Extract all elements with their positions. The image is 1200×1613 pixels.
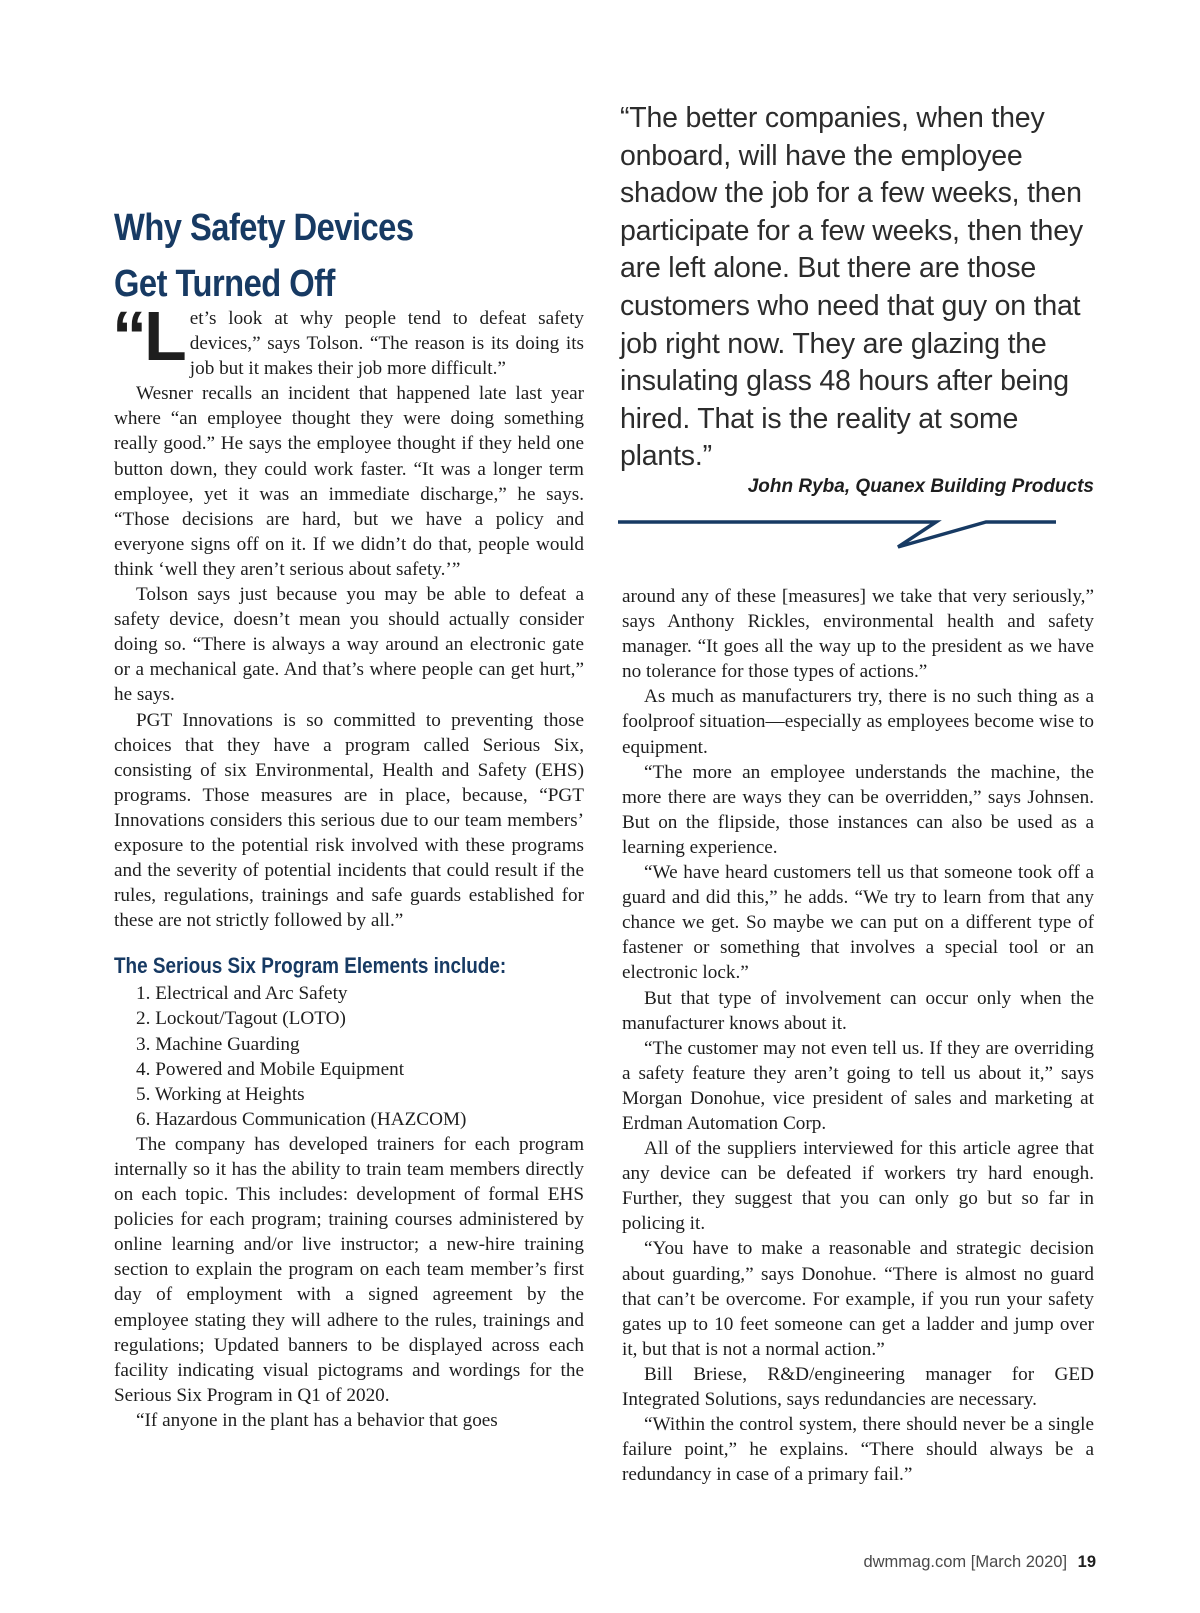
serious-six-list	[114, 981, 584, 1132]
paragraph: PGT Innovations is so committed to preventing those choices that they have a program called Serious Six, consisting of six Environmental, Health and Safety (EHS) programs. Those measures are in place, because, “PGT Innovations considers this serious due to our team members’ exposure to the potential risk involved with these programs and the severity of potential incidents that could result if the rules, regulations, trainings and safe guards established for these are not strictly followed by all.”	[114, 709, 584, 932]
paragraph: “The customer may not even tell us. If they are overriding a safety feature they aren’t going to tell us about it,” says Morgan Donohue, vice president of sales and marketing at Erdman Automation Corp.	[622, 1037, 1094, 1134]
left-column	[112, 297, 584, 1433]
paragraph: Bill Briese, R&D/engineering manager for GED Integrated Solutions, says redundancies are necessary.	[622, 1363, 1094, 1410]
pull-quote-attribution: John Ryba, Quanex Building Products	[747, 476, 1094, 497]
paragraph: “The more an employee understands the machine, the more there are ways they can be overridden,” says Johnsen. But on the flipside, those instances can also be used as a learning experience.	[622, 761, 1094, 858]
paragraph: “If anyone in the plant has a behavior that goes	[136, 1409, 498, 1431]
page-number: 19	[1077, 1553, 1096, 1571]
footer-site: dwmmag.com	[863, 1553, 967, 1571]
paragraph: As much as manufacturers try, there is no such thing as a foolproof situation—especially as employees become wise to equipment.	[622, 686, 1094, 758]
list-item: 3. Machine Guarding	[136, 1033, 300, 1055]
list-item: 1. Electrical and Arc Safety	[136, 983, 348, 1005]
paragraph: Tolson says just because you may be able to defeat a safety device, doesn’t mean you should actually consider doing so. “There is always a way around an electronic gate or a mechanical gate. And that’s where people can get hurt,” he says.	[114, 584, 584, 706]
footer-issue: [March 2020]	[970, 1553, 1068, 1571]
speech-bubble-rule-icon	[618, 520, 1058, 550]
list-item: 6. Hazardous Communication (HAZCOM)	[136, 1108, 467, 1130]
paragraph: Wesner recalls an incident that happened late last year where “an employee thought they were doing something really good.” He says the employee thought if they held one button down, they could work faster. “It was a longer term employee, yet it was an immediate discharge,” he says. “Those decisions are hard, but we have a policy and everyone signs off on it. If we didn’t do that, people would think ‘well they aren’t serious about safety.’”	[114, 383, 584, 580]
opening-paragraph	[112, 297, 584, 381]
drop-cap: “L	[112, 297, 184, 375]
paragraph: But that type of involvement can occur only when the manufacturer knows about it.	[622, 987, 1094, 1034]
paragraph: “We have heard customers tell us that someone took off a guard and did this,” he adds. “We try to learn from that any chance we get. So maybe we can put on a different type of fastener or something that involves a special tool or an electronic lock.”	[622, 862, 1094, 984]
list-item: 5. Working at Heights	[136, 1083, 305, 1105]
heading-line-2: Get Turned Off	[114, 263, 335, 305]
list-item: 2. Lockout/Tagout (LOTO)	[136, 1008, 346, 1030]
article-heading	[114, 200, 518, 312]
heading-line-1: Why Safety Devices	[114, 207, 414, 249]
paragraph: The company has developed trainers for each program internally so it has the ability to train team members directly on each topic. This includes: development of formal EHS policies for each program; training courses administered by online learning and/or live instructor; a new-hire training section to explain the program on each team member’s first day of employment with a signed agreement by the employee stating they will adhere to the rules, trainings and regulations; Updated banners to be displayed across each facility indicating visual pictograms and wordings for the Serious Six Program in Q1 of 2020.	[114, 1133, 584, 1406]
serious-six-subheading: The Serious Six Program Elements include:	[114, 953, 507, 979]
list-item: 4. Powered and Mobile Equipment	[136, 1058, 405, 1080]
pull-quote: “The better companies, when they onboard, will have the employee shadow the job for a few weeks, then participate for a few weeks, then they are left alone. But there are those customers who need that guy on that job right now. They are glazing the insulating glass 48 hours after being hired. That is the reality at some plants.”	[620, 102, 1083, 473]
paragraph: around any of these [measures] we take that very seriously,” says Anthony Rickles, environmental health and safety manager. “It goes all the way up to the president as we have no tolerance for those types of actions.”	[622, 586, 1094, 683]
page-footer	[863, 1553, 1096, 1572]
right-column	[622, 584, 1094, 1487]
opening-text: et’s look at why people tend to defeat safety devices,” says Tolson. “The reason is its doing its job but it makes their job more difficult.”	[189, 308, 584, 380]
paragraph: All of the suppliers interviewed for this article agree that any device can be defeated if workers try hard enough. Further, they suggest that you can only go but so far in policing it.	[622, 1138, 1094, 1235]
paragraph: “You have to make a reasonable and strategic decision about guarding,” says Donohue. “There is almost no guard that can’t be overcome. For example, if you run your safety gates up to 10 feet someone can get a ladder and jump over it, but that is not a normal action.”	[622, 1238, 1094, 1360]
paragraph: “Within the control system, there should never be a single failure point,” he explains. “There should always be a redundancy in case of a primary fail.”	[622, 1414, 1094, 1486]
speech-bubble-rule	[618, 522, 1056, 547]
